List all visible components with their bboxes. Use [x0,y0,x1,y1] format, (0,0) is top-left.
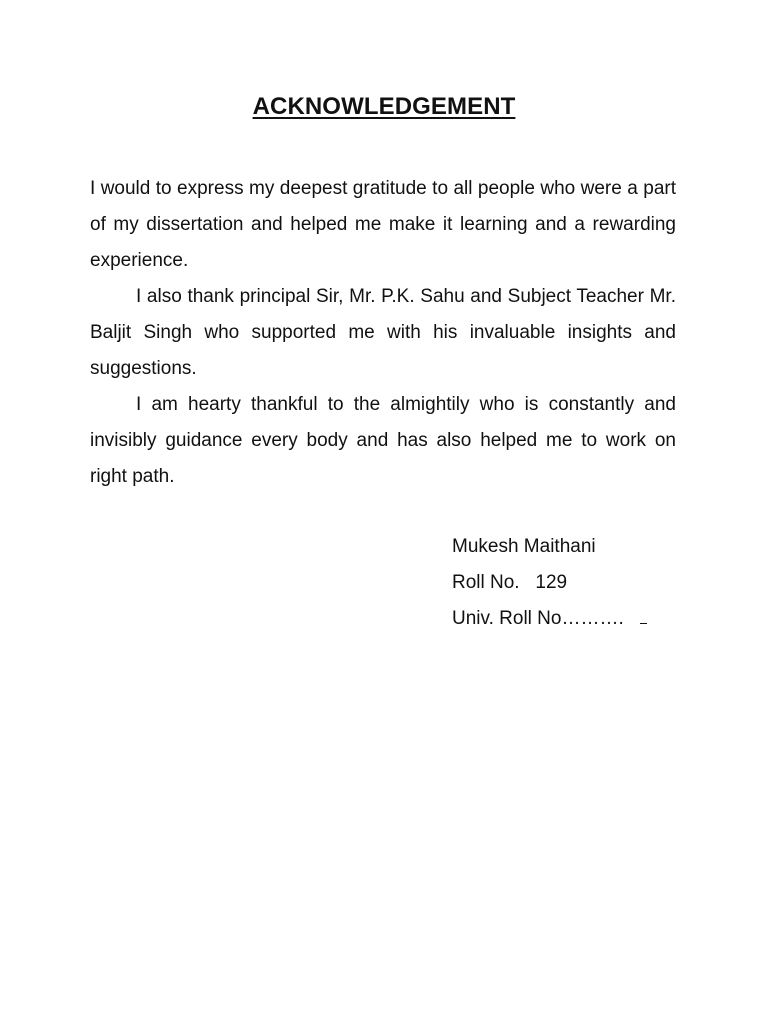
paragraph-thanks-almighty: I am hearty thankful to the almightily who is constantly and invisibly guidance every body and has also helped me to work on right path. [90,394,676,487]
roll-number: Roll No. 129 [452,572,568,593]
univ-roll-number-line [452,601,647,637]
paragraph-thanks-teachers: I also thank principal Sir, Mr. P.K. Sahu and Subject Teacher Mr. Baljit Singh who supported me with his invaluable insights and suggestions. [90,286,676,379]
paragraph-gratitude: I would to express my deepest gratitude to all people who were a part of my dissertation and helped me make it learning and a rewarding experience. [90,178,676,271]
document-title: ACKNOWLEDGEMENT [252,93,516,120]
acknowledgement-body [90,171,676,495]
signature-block [452,529,647,637]
blank-underline-mark [640,611,647,624]
signature-name: Mukesh Maithani [452,536,596,557]
univ-roll-number: Univ. Roll No………. [452,608,624,629]
